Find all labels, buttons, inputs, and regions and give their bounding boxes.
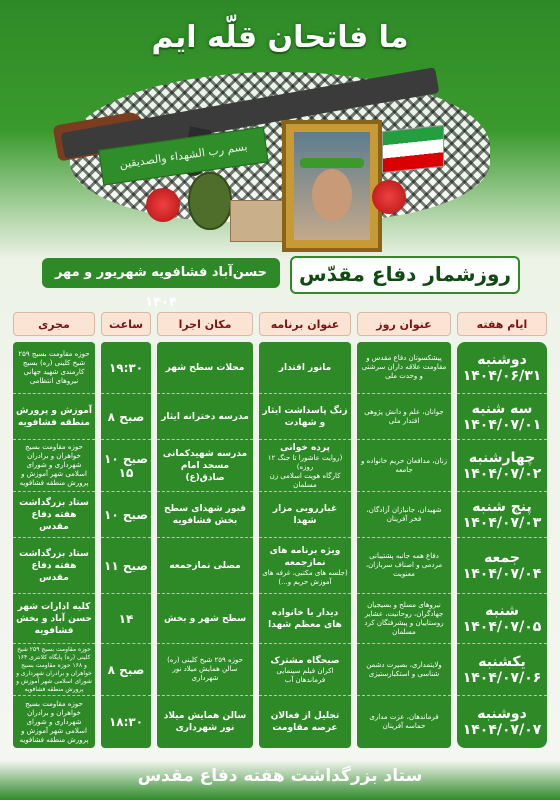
program-cell: صبحگاه مشترک اکران فیلم سینمایی فرماندهان آب <box>259 644 351 696</box>
day-cell: جمعه ۱۴۰۴/۰۷/۰۴ <box>457 538 547 594</box>
day-title-cell: نیروهای مسلح و بسیجیان جهادگران، روحانیت، عشایر روستاییان و پیشرفتگان کرد مسلمان <box>357 594 451 644</box>
slogan-title: ما فاتحان قلّه ایم <box>151 20 409 55</box>
day-title-cell: پیشکسوتان دفاع مقدس و مقاومت علاقه داران سرشتی و وحدت ملی <box>357 342 451 394</box>
program-cell: غبارروبی مزار شهدا <box>259 492 351 538</box>
day-cell: چهارشنبه ۱۴۰۴/۰۷/۰۲ <box>457 440 547 492</box>
face <box>312 169 352 221</box>
program-cell: پرده خوانی (روایت عاشورا تا جنگ ۱۲ روزه) کارگاه هویت اسلامی زن مسلمان <box>259 440 351 492</box>
column-place <box>157 342 253 748</box>
organizer-cell: ستاد بزرگداشت هفته دفاع مقدس <box>13 492 95 538</box>
place-cell: مدرسه دخترانه ایثار <box>157 394 253 440</box>
organizer-cell: حوزه مقاومت بسیج خواهران و برادران شهرداری و شورای اسلامی شهر آموزش و پرورش منطقه فشافویه <box>13 440 95 492</box>
day-cell: پنج شنبه ۱۴۰۴/۰۷/۰۳ <box>457 492 547 538</box>
program-cell: مانور اقتدار <box>259 342 351 394</box>
green-banner: بسم رب الشهداء والصدیقین <box>98 127 268 186</box>
title-row <box>42 256 520 310</box>
martyr-photo <box>294 132 370 240</box>
header-day-title: عنوان روز <box>357 312 451 336</box>
day-title-cell: ولایتمداری، بصیرت دشمن شناسی و استکبارستیزی <box>357 644 451 696</box>
page-title: روزشمار دفاع مقدّس <box>290 256 520 294</box>
place-cell: مصلی نمازجمعه <box>157 538 253 594</box>
place-cell: سطح شهر و بخش <box>157 594 253 644</box>
time-cell: ۱۴ <box>101 594 151 644</box>
headband <box>300 158 364 168</box>
time-cell: ۸ صبح <box>101 394 151 440</box>
header-time: ساعت <box>101 312 151 336</box>
martyr-photo-frame <box>282 120 382 252</box>
organizer-cell: حوزه مقاومت بسیج ۲۵۹ شیخ کلینی (ره) بسیج کارمندی شهید جهانی نیروهای انتظامی <box>13 342 95 394</box>
grenade-icon <box>188 172 232 230</box>
organizer-cell: ستاد بزرگداشت هفته دفاع مقدس <box>13 538 95 594</box>
place-cell: سالن همایش میلاد نور شهرداری <box>163 711 247 733</box>
header-organizer: مجری <box>13 312 95 336</box>
program-cell: زنگ پاسداشت ایثار و شهادت <box>259 394 351 440</box>
organizer-cell: آموزش و پرورش منطقه فشافویه <box>13 394 95 440</box>
header-illustration <box>0 0 560 255</box>
time-cell: ۸ صبح <box>101 644 151 696</box>
time-cell: ۱۱ صبح <box>101 538 151 594</box>
schedule-table <box>13 312 547 748</box>
organizer-cell: حوزه مقاومت بسیج خواهران و برادران شهرداری و شورای اسلامی شهر آموزش و پرورش منطقه فشافویه <box>19 699 89 744</box>
day-cell: سه شنبه ۱۴۰۴/۰۷/۰۱ <box>457 394 547 440</box>
header-day: ایام هفته <box>457 312 547 336</box>
place-cell: مدرسه شهیدکمانی مسجد امام صادق(ع) <box>157 440 253 492</box>
day-cell: یکشنبه ۱۴۰۴/۰۷/۰۶ <box>457 644 547 696</box>
day-title-cell: دفاع همه جانبه پشتیبانی مردمی و اصناف سربازان، معنویت <box>357 538 451 594</box>
tulip-icon <box>372 180 406 214</box>
organizer-cell: کلیه ادارات شهر حسن آباد و بخش فشافویه <box>13 594 95 644</box>
day-cell: دوشنبه ۱۴۰۴/۰۷/۰۷ <box>462 706 542 738</box>
place-cell: قبور شهدای سطح بخش فشافویه <box>157 492 253 538</box>
column-day <box>457 342 547 748</box>
time-cell: ۱۰ صبح <box>101 492 151 538</box>
day-title-cell: فرماندهان، عزت مداری حماسه آفرینان <box>369 713 439 730</box>
day-cell: شنبه ۱۴۰۴/۰۷/۰۵ <box>457 594 547 644</box>
tulip-icon <box>146 188 180 222</box>
header-program: عنوان برنامه <box>259 312 351 336</box>
column-organizer <box>13 342 95 748</box>
footer-organizer-title: ستاد بزرگداشت هفته دفاع مقدس <box>137 766 423 786</box>
organizer-cell: حوزه مقاومت بسیج ۲۵۹ شیخ کلینی (ره) پایگاه کلانتری ۱۶۴ و ۱۶۸ حوزه مقاومت بسیج خواهران و برادران شهرداری و شورای اسلامی شهر آموزش و پرورش منطقه فشافویه <box>13 644 95 696</box>
day-title-cell: زنان، مدافعان حریم خانواده و جامعه <box>357 440 451 492</box>
day-cell: دوشنبه ۱۴۰۴/۰۶/۳۱ <box>457 342 547 394</box>
program-cell: دیدار با خانواده های معظم شهدا <box>259 594 351 644</box>
place-cell: حوزه ۲۵۹ شیخ کلینی (ره) سالن همایش میلاد نور شهرداری <box>157 644 253 696</box>
place-cell: محلات سطح شهر <box>157 342 253 394</box>
page-subtitle: حسن‌آباد فشافویه شهریور و مهر ۱۴۰۴ <box>42 258 280 288</box>
program-cell: تجلیل از فعالان عرصه مقاومت <box>270 711 340 733</box>
day-title-cell: جوانان، علم و دانش پژوهی اقتدار ملی <box>357 394 451 440</box>
header-place: مکان اجرا <box>157 312 253 336</box>
time-cell: ۱۸:۳۰ <box>108 715 144 729</box>
time-cell: ۱۰ صبح ۱۵ <box>101 440 151 492</box>
envelope-icon <box>230 200 284 242</box>
program-cell: ویژه برنامه های نمازجمعه (جلسه های مکتبی، غرفه های آموزش حریم و...) <box>259 538 351 594</box>
column-day-title <box>357 342 451 748</box>
column-program <box>259 342 351 748</box>
time-cell: ۱۹:۳۰ <box>101 342 151 394</box>
day-title-cell: شهیدان، جانبازان آزادگان، فخر آفرینان <box>357 492 451 538</box>
column-time <box>101 342 151 748</box>
iran-flag-icon <box>382 125 444 174</box>
